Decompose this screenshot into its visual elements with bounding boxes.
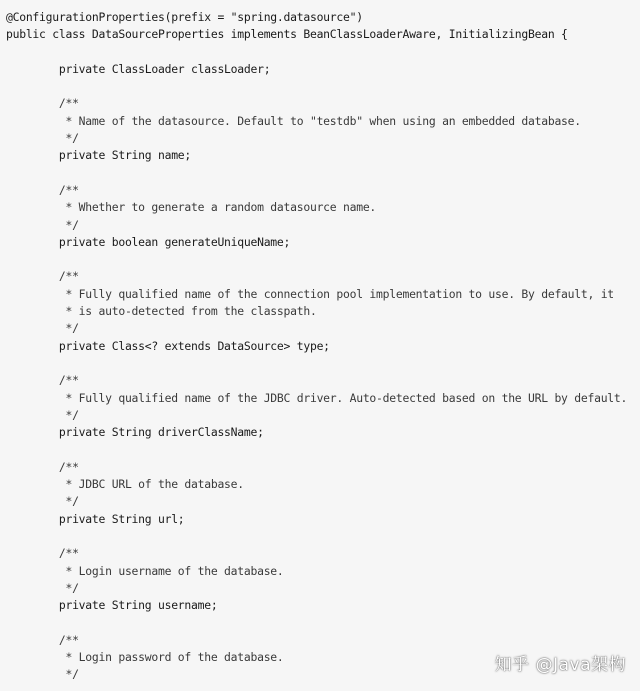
code-line: */: [6, 667, 79, 682]
code-line: [6, 355, 627, 372]
code-line: /**: [6, 546, 79, 561]
code-line: */: [6, 494, 79, 509]
code-line: */: [6, 321, 79, 336]
code-line: */: [6, 217, 79, 232]
watermark: [495, 650, 626, 675]
code-line: * Name of the datasource. Default to "testdb" when using an embedded database.: [6, 113, 581, 128]
code-line: * Whether to generate a random datasource name.: [6, 200, 377, 215]
code-line: [6, 441, 627, 458]
code-line: /**: [6, 459, 79, 474]
code-line: /**: [6, 96, 79, 111]
code-line: [6, 251, 627, 268]
code-line: * is auto-detected from the classpath.: [6, 304, 317, 319]
code-line: */: [6, 407, 79, 422]
code-line: private String username;: [6, 598, 218, 613]
code-line: [6, 165, 627, 182]
code-line: [6, 44, 627, 61]
code-line: [6, 528, 627, 545]
code-line: private String driverClassName;: [6, 425, 264, 440]
code-lines: [6, 9, 627, 684]
code-line: private Class<? extends DataSource> type;: [6, 338, 330, 353]
code-line: * Fully qualified name of the connection pool implementation to use. By default, it: [6, 286, 614, 301]
code-line: private ClassLoader classLoader;: [6, 61, 271, 76]
code-line: /**: [6, 373, 79, 388]
watermark-text: 知乎 @Java架构: [494, 655, 626, 675]
code-line: [6, 78, 627, 95]
code-line: * Fully qualified name of the JDBC driver. Auto-detected based on the URL by default.: [6, 390, 628, 405]
code-line: @ConfigurationProperties(prefix = "spring.datasource"): [6, 10, 363, 24]
code-line: */: [6, 131, 79, 146]
code-line: public class DataSourceProperties implements BeanClassLoaderAware, InitializingBean {: [6, 27, 568, 42]
code-line: [6, 614, 627, 631]
code-line: /**: [6, 632, 79, 647]
code-line: private boolean generateUniqueName;: [6, 234, 291, 249]
code-line: * JDBC URL of the database.: [6, 477, 244, 492]
code-line: * Login username of the database.: [6, 563, 284, 578]
code-line: private String name;: [6, 148, 192, 163]
code-line: * Login password of the database.: [6, 649, 284, 664]
code-line: /**: [6, 269, 79, 284]
code-line: /**: [6, 182, 79, 197]
code-line: */: [6, 580, 79, 595]
code-line: private String url;: [6, 511, 185, 526]
